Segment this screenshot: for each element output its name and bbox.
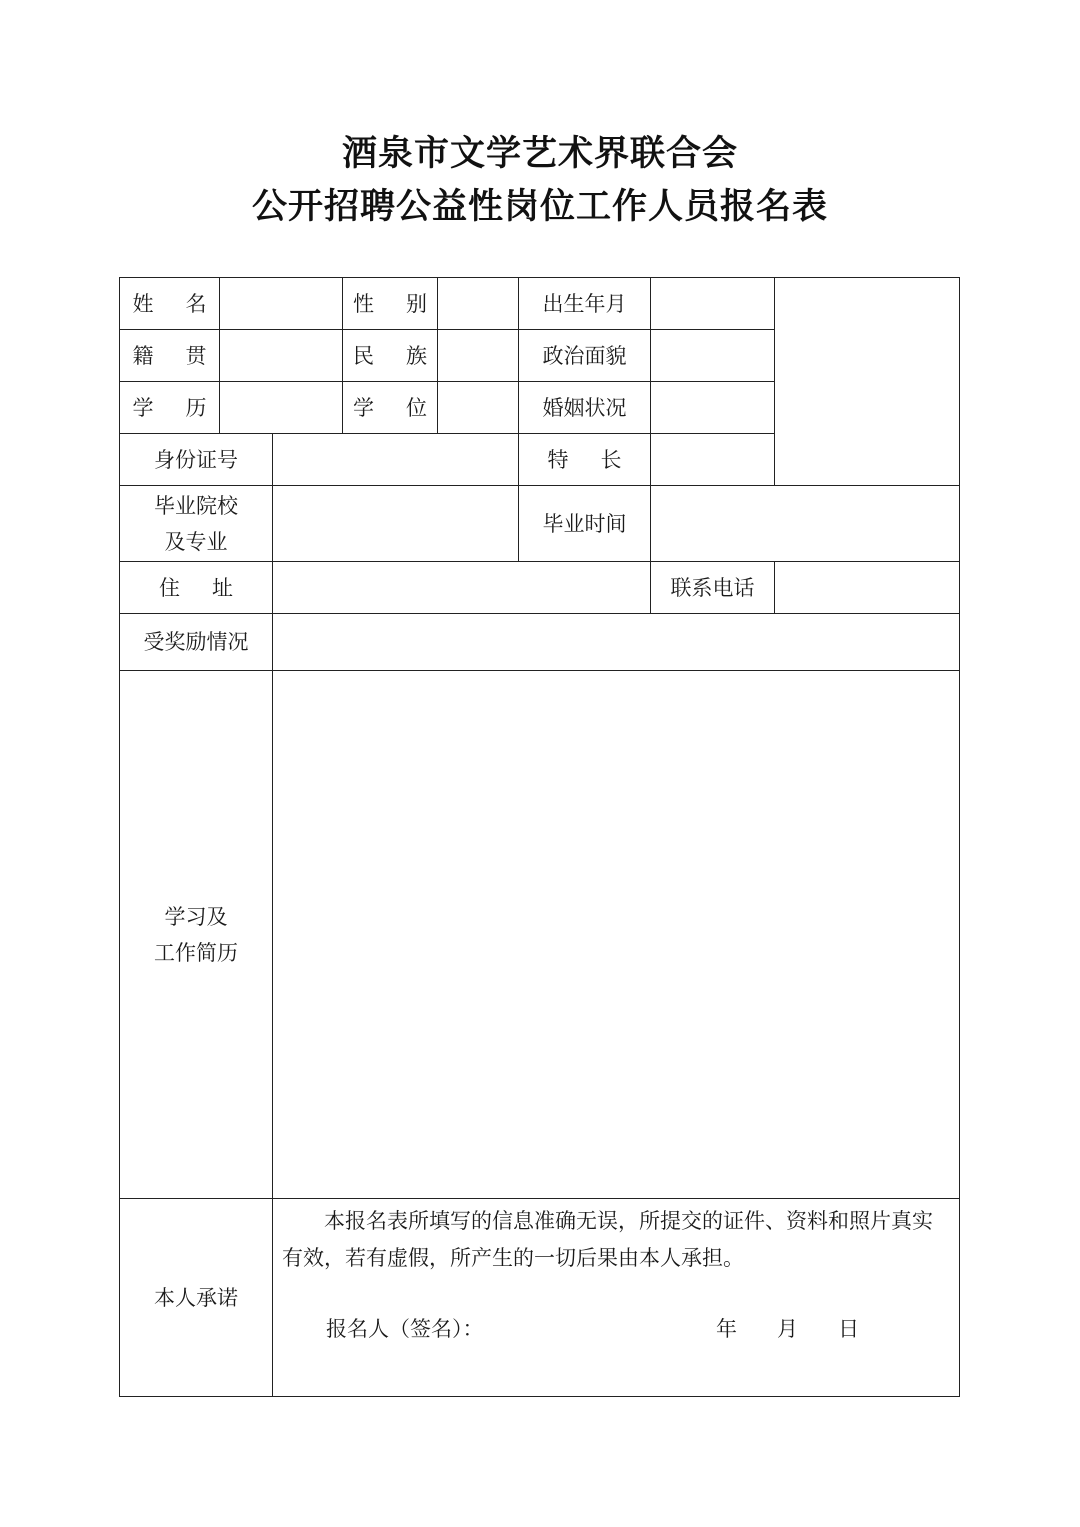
label-resume-line-2: 工作简历 <box>154 940 238 965</box>
photo-box[interactable] <box>774 277 960 486</box>
title-line-1: 酒泉市文学艺术界联合会 <box>341 134 738 174</box>
input-id-number[interactable] <box>272 433 519 486</box>
label-address-char-1: 住 <box>159 575 180 600</box>
input-political-status[interactable] <box>650 329 775 382</box>
label-degree <box>342 381 438 434</box>
label-gender-char-1: 性 <box>353 291 374 316</box>
label-graduation-time: 毕业时间 <box>518 485 651 562</box>
label-pledge: 本人承诺 <box>119 1198 273 1397</box>
label-gender-char-2: 别 <box>406 291 427 316</box>
label-id-number: 身份证号 <box>119 433 273 486</box>
label-awards: 受奖励情况 <box>119 613 273 671</box>
label-address-char-2: 址 <box>212 575 233 600</box>
label-gender <box>342 277 438 330</box>
title-line-2: 公开招聘公益性岗位工作人员报名表 <box>251 187 828 227</box>
label-address <box>119 561 273 614</box>
input-specialty[interactable] <box>650 433 775 486</box>
label-name-char-2: 名 <box>185 291 207 316</box>
input-awards[interactable] <box>272 613 960 671</box>
label-marital-status: 婚姻状况 <box>518 381 651 434</box>
label-resume <box>119 670 273 1199</box>
signature-label[interactable]: 报名人（签名）： <box>326 1317 484 1341</box>
input-gender[interactable] <box>437 277 519 330</box>
label-school-major <box>119 485 273 562</box>
label-education-char-1: 学 <box>132 395 154 420</box>
label-political-status: 政治面貌 <box>518 329 651 382</box>
date-label[interactable]: 年 月 日 <box>716 1317 860 1341</box>
input-name[interactable] <box>219 277 343 330</box>
label-native-place <box>119 329 220 382</box>
input-resume[interactable] <box>272 670 960 1199</box>
label-ethnicity <box>342 329 438 382</box>
label-degree-char-1: 学 <box>353 395 374 420</box>
label-education-char-2: 历 <box>185 395 207 420</box>
label-specialty <box>518 433 651 486</box>
input-graduation-time[interactable] <box>650 485 960 562</box>
input-native-place[interactable] <box>219 329 343 382</box>
input-address[interactable] <box>272 561 651 614</box>
input-phone[interactable] <box>774 561 960 614</box>
input-ethnicity[interactable] <box>437 329 519 382</box>
label-name-char-1: 姓 <box>132 291 154 316</box>
label-phone: 联系电话 <box>650 561 775 614</box>
input-marital-status[interactable] <box>650 381 775 434</box>
input-school-major[interactable] <box>272 485 519 562</box>
pledge-statement: 本报名表所填写的信息准确无误，所提交的证件、资料和照片真实有效，若有虚假，所产生的一切后果由本人承担。 <box>282 1209 933 1270</box>
input-birth[interactable] <box>650 277 775 330</box>
label-native-char-2: 贯 <box>185 343 207 368</box>
label-specialty-char-2: 长 <box>600 447 622 472</box>
label-birth: 出生年月 <box>518 277 651 330</box>
label-degree-char-2: 位 <box>406 395 427 420</box>
label-native-char-1: 籍 <box>132 343 154 368</box>
label-education <box>119 381 220 434</box>
label-school-line-2: 及专业 <box>164 529 228 554</box>
label-name <box>119 277 220 330</box>
label-resume-line-1: 学习及 <box>164 904 228 929</box>
input-degree[interactable] <box>437 381 519 434</box>
label-ethnicity-char-1: 民 <box>353 343 374 368</box>
label-school-line-1: 毕业院校 <box>154 493 238 518</box>
input-education[interactable] <box>219 381 343 434</box>
form-title <box>0 128 1080 234</box>
label-ethnicity-char-2: 族 <box>406 343 427 368</box>
label-specialty-char-1: 特 <box>547 447 569 472</box>
